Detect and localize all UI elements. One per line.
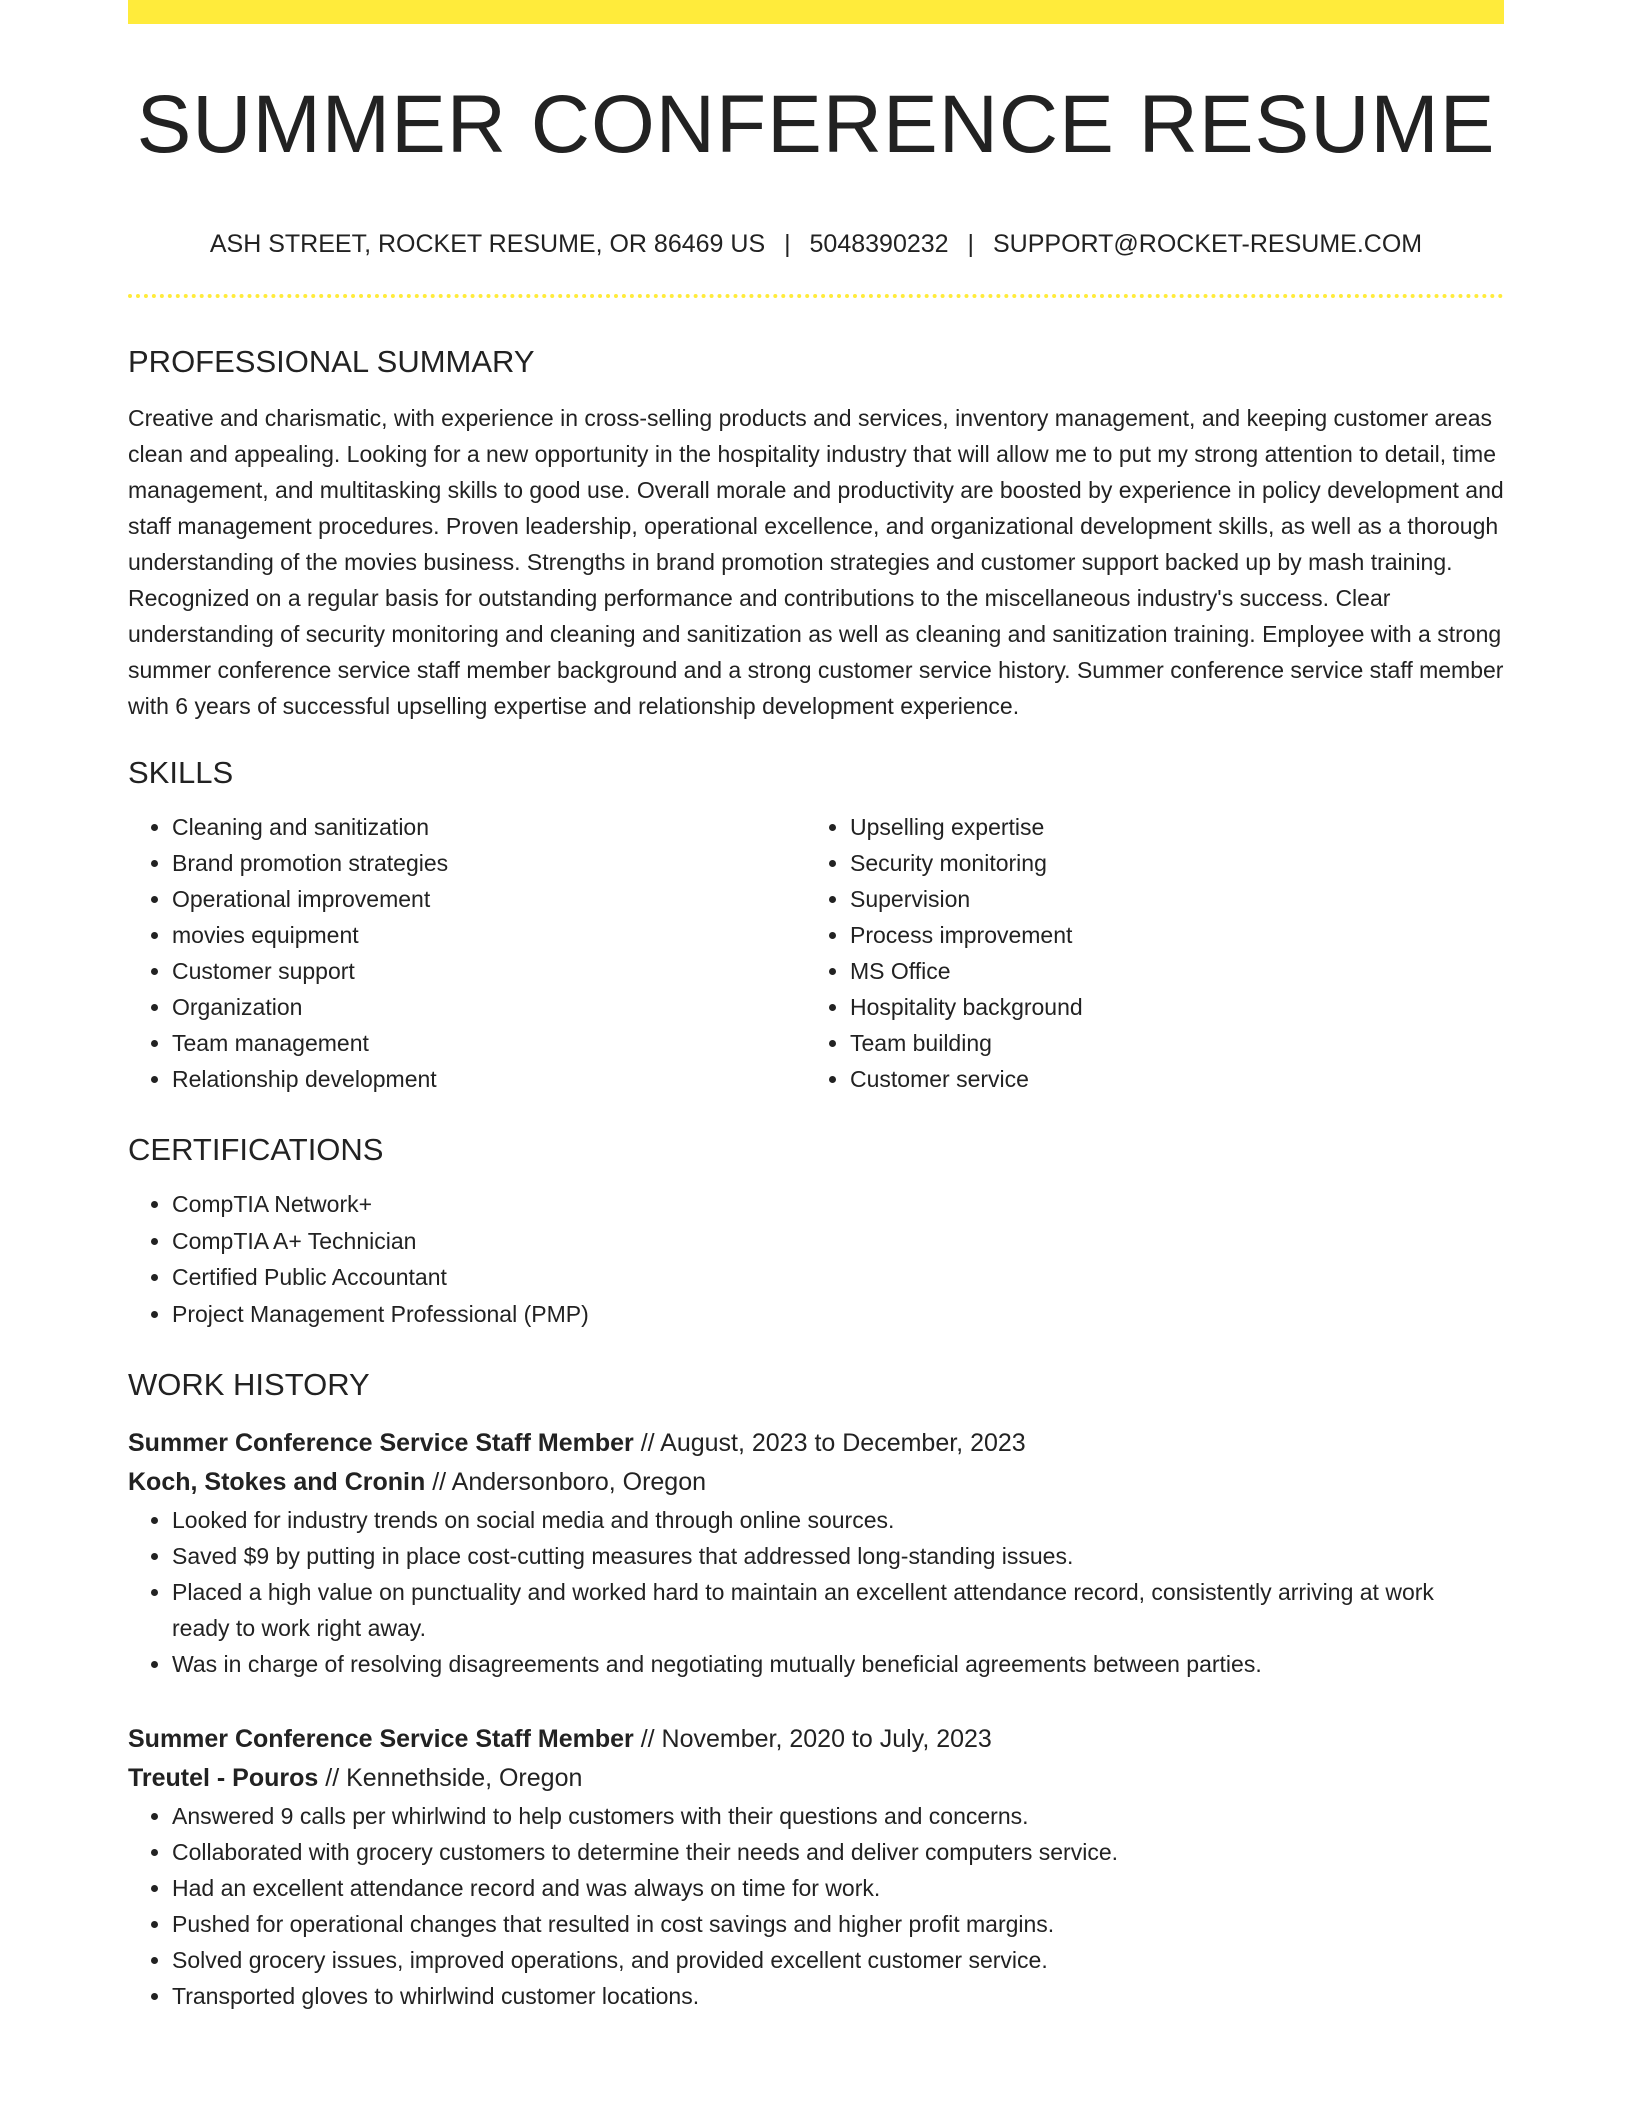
section-heading-certifications: CERTIFICATIONS: [128, 1132, 384, 1167]
job-duties-list: [128, 1502, 1504, 1682]
job-title-line: [128, 1424, 1504, 1463]
contact-email: SUPPORT@ROCKET-RESUME.COM: [992, 230, 1423, 258]
job-dates: // August, 2023 to December, 2023: [633, 1429, 1026, 1457]
skill-item: • Upselling expertise: [850, 809, 1484, 845]
skill-item: • Operational improvement: [172, 881, 806, 917]
job-company: Koch, Stokes and Cronin: [128, 1468, 426, 1496]
skill-item: • Hospitality background: [850, 989, 1484, 1025]
job-title: Summer Conference Service Staff Member: [128, 1429, 634, 1457]
job-entry: [128, 1424, 1504, 1682]
job-title-line: [128, 1720, 1504, 1759]
job-location: // Andersonboro, Oregon: [425, 1468, 707, 1496]
contact-line: [128, 232, 1504, 257]
section-heading-skills: SKILLS: [128, 755, 234, 790]
certification-item: • CompTIA Network+: [172, 1186, 1504, 1223]
resume-title: SUMMER CONFERENCE RESUME: [136, 79, 1496, 170]
skill-item: • Customer support: [172, 953, 806, 989]
skill-item: • Organization: [172, 989, 806, 1025]
job-company-line: [128, 1759, 1504, 1798]
job-company-line: [128, 1463, 1504, 1502]
certifications-list: [128, 1186, 1504, 1332]
job-duty: • Transported gloves to whirlwind customer locations.: [172, 1978, 1504, 2014]
skill-item: • Brand promotion strategies: [172, 845, 806, 881]
contact-separator: |: [967, 230, 975, 258]
section-heading-work-history: WORK HISTORY: [128, 1367, 370, 1402]
header-divider: [128, 294, 1504, 298]
job-entry: [128, 1720, 1504, 2014]
top-accent-bar: [128, 0, 1504, 24]
certification-item: • CompTIA A+ Technician: [172, 1223, 1504, 1260]
job-location: // Kennethside, Oregon: [318, 1764, 583, 1792]
skill-item: • Cleaning and sanitization: [172, 809, 806, 845]
job-dates: // November, 2020 to July, 2023: [633, 1725, 992, 1753]
job-duty: • Was in charge of resolving disagreements and negotiating mutually beneficial agreements between parties.: [172, 1646, 1504, 1682]
job-duty: • Answered 9 calls per whirlwind to help customers with their questions and concerns.: [172, 1798, 1504, 1834]
job-duty: • Pushed for operational changes that resulted in cost savings and higher profit margins.: [172, 1906, 1504, 1942]
skills-list-left: [128, 809, 806, 1097]
job-duty: • Looked for industry trends on social media and through online sources.: [172, 1502, 1504, 1538]
skills-columns: [128, 809, 1504, 1097]
skill-item: • Process improvement: [850, 917, 1484, 953]
contact-separator: |: [784, 230, 791, 258]
skill-item: • Relationship development: [172, 1061, 806, 1097]
certification-item: • Certified Public Accountant: [172, 1259, 1504, 1296]
skill-item: • movies equipment: [172, 917, 806, 953]
job-duty: • Placed a high value on punctuality and worked hard to maintain an excellent attendance record, consistently arriving at work ready to work right away.: [172, 1574, 1504, 1646]
section-heading-summary: PROFESSIONAL SUMMARY: [128, 344, 535, 379]
certification-item: • Project Management Professional (PMP): [172, 1296, 1504, 1333]
job-title: Summer Conference Service Staff Member: [128, 1725, 634, 1753]
skills-list-right: [806, 809, 1484, 1097]
skills-column-right: [806, 809, 1484, 1097]
skill-item: • Team management: [172, 1025, 806, 1061]
skill-item: • Team building: [850, 1025, 1484, 1061]
contact-address: ASH STREET, ROCKET RESUME, OR 86469 US: [209, 230, 766, 258]
resume-page: [128, 0, 1504, 2014]
job-duty: • Saved $9 by putting in place cost-cutting measures that addressed long-standing issues.: [172, 1538, 1504, 1574]
job-duty: • Collaborated with grocery customers to determine their needs and deliver computers service.: [172, 1834, 1504, 1870]
job-company: Treutel - Pouros: [128, 1764, 319, 1792]
summary-paragraph: Creative and charismatic, with experience in cross-selling products and services, inventory management, and keeping customer areas clean and appealing. Looking for a new opportunity in the hospitality industry that will allow me to put my strong attention to detail, time management, and multitasking skills to good use. Overall morale and productivity are boosted by experience in policy development and staff management procedures. Proven leadership, operational excellence, and organizational development skills, as well as a thorough understanding of the movies business. Strengths in brand promotion strategies and customer support backed up by mash training. Recognized on a regular basis for outstanding performance and contributions to the miscellaneous industry's success. Clear understanding of security monitoring and cleaning and sanitization as well as cleaning and sanitization training. Employee with a strong summer conference service staff member background and a strong customer service history. Summer conference service staff member with 6 years of successful upselling expertise and relationship development experience.: [128, 405, 1504, 719]
job-duties-list: [128, 1798, 1504, 2014]
skill-item: • Security monitoring: [850, 845, 1484, 881]
skills-column-left: [128, 809, 806, 1097]
contact-phone: 5048390232: [809, 230, 949, 258]
skill-item: • Supervision: [850, 881, 1484, 917]
skill-item: • Customer service: [850, 1061, 1484, 1097]
skill-item: • MS Office: [850, 953, 1484, 989]
job-duty: • Had an excellent attendance record and was always on time for work.: [172, 1870, 1504, 1906]
job-duty: • Solved grocery issues, improved operations, and provided excellent customer service.: [172, 1942, 1504, 1978]
